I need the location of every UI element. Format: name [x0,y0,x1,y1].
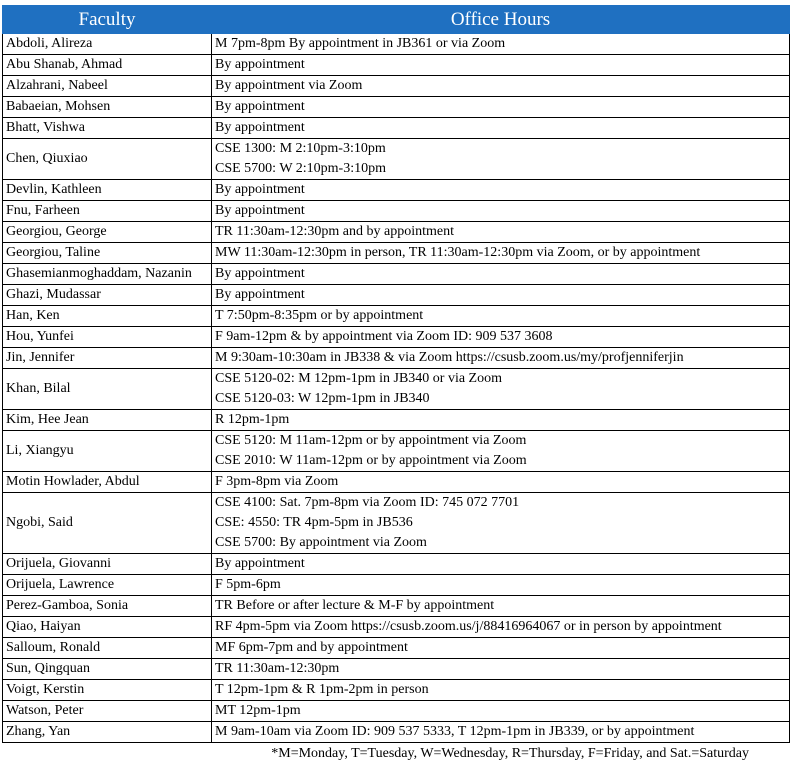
table-row [3,680,790,701]
faculty-name-cell: Devlin, Kathleen [3,180,212,201]
faculty-name-cell: Qiao, Haiyan [3,617,212,638]
office-hours-line: TR 11:30am-12:30pm and by appointment [215,224,455,239]
office-hours-line: CSE 5120-03: W 12pm-1pm in JB340 [215,391,430,406]
office-hours-cell [212,285,790,306]
office-hours-cell [212,701,790,722]
faculty-name-cell: Hou, Yunfei [3,327,212,348]
office-hours-line: By appointment [215,287,305,302]
faculty-name-cell: Georgiou, Taline [3,243,212,264]
table-row [3,285,790,306]
office-hours-line: TR 11:30am-12:30pm [215,661,340,676]
faculty-name-cell: Georgiou, George [3,222,212,243]
faculty-name-cell: Jin, Jennifer [3,348,212,369]
table-row [3,348,790,369]
office-hours-line: By appointment [215,266,305,281]
office-hours-cell [212,55,790,76]
table-row [3,55,790,76]
office-hours-line: CSE 1300: M 2:10pm-3:10pm [215,141,386,156]
table-row [3,701,790,722]
table-row [3,222,790,243]
office-hours-line: RF 4pm-5pm via Zoom https://csusb.zoom.us/j/88416964067 or in person by appointment [215,619,722,634]
office-hours-column-header: Office Hours [212,6,790,34]
office-hours-line: By appointment [215,203,305,218]
office-hours-line: By appointment [215,556,305,571]
table-row [3,264,790,285]
office-hours-cell [212,76,790,97]
table-row [3,34,790,55]
faculty-name-cell: Ngobi, Said [3,493,212,554]
office-hours-line: M 7pm-8pm By appointment in JB361 or via Zoom [215,36,506,51]
office-hours-cell [212,472,790,493]
office-hours-line: F 9am-12pm & by appointment via Zoom ID: 909 537 3608 [215,329,553,344]
faculty-column-header: Faculty [3,6,212,34]
office-hours-line: TR Before or after lecture & M-F by appointment [215,598,495,613]
office-hours-line: CSE 5700: W 2:10pm-3:10pm [215,161,386,176]
faculty-name-cell: Alzahrani, Nabeel [3,76,212,97]
faculty-name-cell: Ghasemianmoghaddam, Nazanin [3,264,212,285]
office-hours-cell [212,222,790,243]
office-hours-cell [212,617,790,638]
office-hours-line: MT 12pm-1pm [215,703,301,718]
office-hours-cell [212,34,790,55]
office-hours-line: MF 6pm-7pm and by appointment [215,640,408,655]
office-hours-cell [212,97,790,118]
office-hours-line: By appointment [215,120,305,135]
day-abbreviation-footnote: *M=Monday, T=Tuesday, W=Wednesday, R=Thursday, F=Friday, and Sat.=Saturday [271,746,749,761]
faculty-name-cell: Li, Xiangyu [3,431,212,472]
office-hours-line: By appointment via Zoom [215,78,363,93]
office-hours-line: T 12pm-1pm & R 1pm-2pm in person [215,682,429,697]
table-row [3,493,790,554]
faculty-name-cell: Orijuela, Giovanni [3,554,212,575]
office-hours-cell [212,596,790,617]
office-hours-cell [212,348,790,369]
table-row [3,410,790,431]
office-hours-cell [212,659,790,680]
office-hours-cell [212,306,790,327]
table-row [3,97,790,118]
table-row [3,76,790,97]
faculty-name-cell: Han, Ken [3,306,212,327]
faculty-name-cell: Voigt, Kerstin [3,680,212,701]
table-row [3,243,790,264]
office-hours-line: M 9:30am-10:30am in JB338 & via Zoom https://csusb.zoom.us/my/profjenniferjin [215,350,684,365]
office-hours-cell [212,243,790,264]
table-row [3,118,790,139]
office-hours-cell [212,410,790,431]
faculty-name-cell: Fnu, Farheen [3,201,212,222]
office-hours-line: By appointment [215,99,305,114]
table-row [3,327,790,348]
faculty-name-cell: Abu Shanab, Ahmad [3,55,212,76]
faculty-name-cell: Chen, Qiuxiao [3,139,212,180]
faculty-name-cell: Kim, Hee Jean [3,410,212,431]
table-row [3,201,790,222]
table-row [3,306,790,327]
table-row [3,575,790,596]
office-hours-line: CSE 5700: By appointment via Zoom [215,535,427,550]
faculty-name-cell: Motin Howlader, Abdul [3,472,212,493]
table-row [3,596,790,617]
table-row [3,472,790,493]
office-hours-line: T 7:50pm-8:35pm or by appointment [215,308,424,323]
table-row [3,722,790,743]
faculty-name-cell: Zhang, Yan [3,722,212,743]
office-hours-cell [212,493,790,554]
faculty-name-cell: Ghazi, Mudassar [3,285,212,306]
table-row [3,617,790,638]
office-hours-line: CSE 5120-02: M 12pm-1pm in JB340 or via Zoom [215,371,502,386]
table-row [3,659,790,680]
table-row [3,638,790,659]
table-row [3,369,790,410]
office-hours-cell [212,638,790,659]
office-hours-cell [212,554,790,575]
office-hours-line: M 9am-10am via Zoom ID: 909 537 5333, T 12pm-1pm in JB339, or by appointment [215,724,695,739]
office-hours-line: F 5pm-6pm [215,577,281,592]
office-hours-cell [212,139,790,180]
office-hours-cell [212,431,790,472]
header-row [3,6,790,34]
office-hours-line: By appointment [215,182,305,197]
office-hours-line: CSE 5120: M 11am-12pm or by appointment via Zoom [215,433,527,448]
table-body [3,34,790,743]
office-hours-line: CSE: 4550: TR 4pm-5pm in JB536 [215,515,413,530]
table-row [3,554,790,575]
table-row [3,431,790,472]
office-hours-cell [212,722,790,743]
office-hours-cell [212,201,790,222]
office-hours-line: MW 11:30am-12:30pm in person, TR 11:30am-12:30pm via Zoom, or by appointment [215,245,701,260]
table-row [3,180,790,201]
office-hours-line: By appointment [215,57,305,72]
office-hours-line: CSE 2010: W 11am-12pm or by appointment via Zoom [215,453,527,468]
office-hours-line: R 12pm-1pm [215,412,290,427]
office-hours-cell [212,264,790,285]
faculty-name-cell: Babaeian, Mohsen [3,97,212,118]
table-row [3,139,790,180]
faculty-name-cell: Watson, Peter [3,701,212,722]
office-hours-cell [212,575,790,596]
office-hours-cell [212,118,790,139]
faculty-name-cell: Sun, Qingquan [3,659,212,680]
office-hours-cell [212,680,790,701]
office-hours-line: F 3pm-8pm via Zoom [215,474,339,489]
office-hours-cell [212,369,790,410]
office-hours-table [2,5,790,743]
faculty-name-cell: Bhatt, Vishwa [3,118,212,139]
faculty-name-cell: Khan, Bilal [3,369,212,410]
faculty-name-cell: Salloum, Ronald [3,638,212,659]
office-hours-line: CSE 4100: Sat. 7pm-8pm via Zoom ID: 745 072 7701 [215,495,520,510]
office-hours-cell [212,327,790,348]
faculty-name-cell: Orijuela, Lawrence [3,575,212,596]
office-hours-cell [212,180,790,201]
faculty-name-cell: Perez-Gamboa, Sonia [3,596,212,617]
faculty-name-cell: Abdoli, Alireza [3,34,212,55]
